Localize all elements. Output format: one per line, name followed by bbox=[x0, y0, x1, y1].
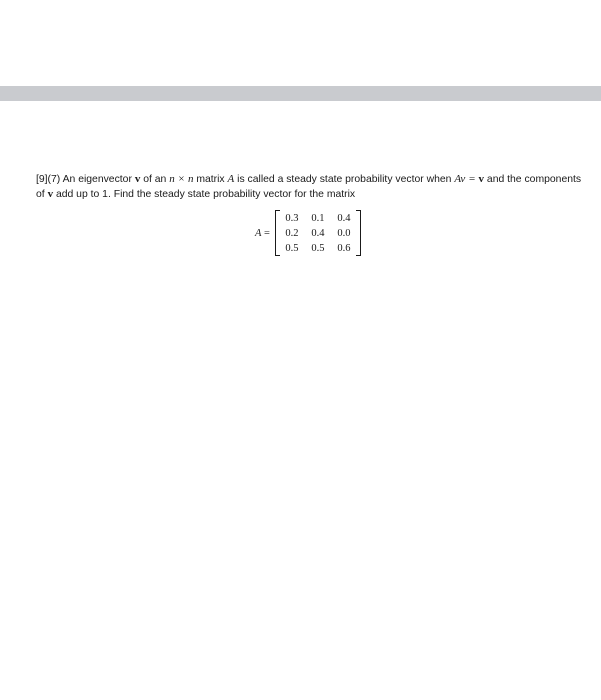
math-operator: × bbox=[177, 173, 186, 185]
left-bracket bbox=[275, 210, 280, 256]
problem-statement bbox=[36, 172, 584, 202]
math-variable: A bbox=[227, 173, 235, 185]
vector-symbol: v bbox=[47, 188, 54, 200]
vector-symbol: v bbox=[478, 173, 485, 185]
text-segment: of an bbox=[143, 174, 167, 185]
right-bracket bbox=[356, 210, 361, 256]
matrix-cell: 0.5 bbox=[311, 242, 325, 254]
text-segment: and the components of bbox=[36, 174, 582, 200]
matrix-cell: 0.2 bbox=[285, 227, 299, 239]
matrix-equation bbox=[255, 209, 361, 257]
math-operator: = bbox=[468, 173, 476, 185]
text-segment: is called a steady state probability vector when bbox=[237, 174, 452, 185]
problem-number: [9](7) bbox=[36, 174, 61, 185]
matrix-name: A bbox=[255, 227, 262, 239]
math-expression: Av bbox=[454, 173, 466, 185]
text-segment: matrix bbox=[196, 174, 225, 185]
matrix-cell: 0.4 bbox=[311, 227, 325, 239]
top-gray-band bbox=[0, 86, 601, 101]
matrix-cell: 0.5 bbox=[285, 242, 299, 254]
math-variable: n bbox=[187, 173, 194, 185]
vector-symbol: v bbox=[134, 173, 141, 185]
equals-sign: = bbox=[264, 227, 270, 239]
math-variable: n bbox=[169, 173, 175, 185]
matrix-cell: 0.4 bbox=[337, 212, 351, 224]
text-segment: An eigenvector bbox=[62, 174, 132, 185]
matrix-cell: 0.0 bbox=[337, 227, 351, 239]
matrix-grid bbox=[280, 211, 356, 256]
matrix-cell: 0.3 bbox=[285, 212, 299, 224]
matrix-cell: 0.6 bbox=[337, 242, 351, 254]
text-segment: add up to 1. Find the steady state probability vector for the matrix bbox=[55, 189, 356, 200]
matrix-lhs bbox=[255, 228, 270, 239]
matrix-cell: 0.1 bbox=[311, 212, 325, 224]
